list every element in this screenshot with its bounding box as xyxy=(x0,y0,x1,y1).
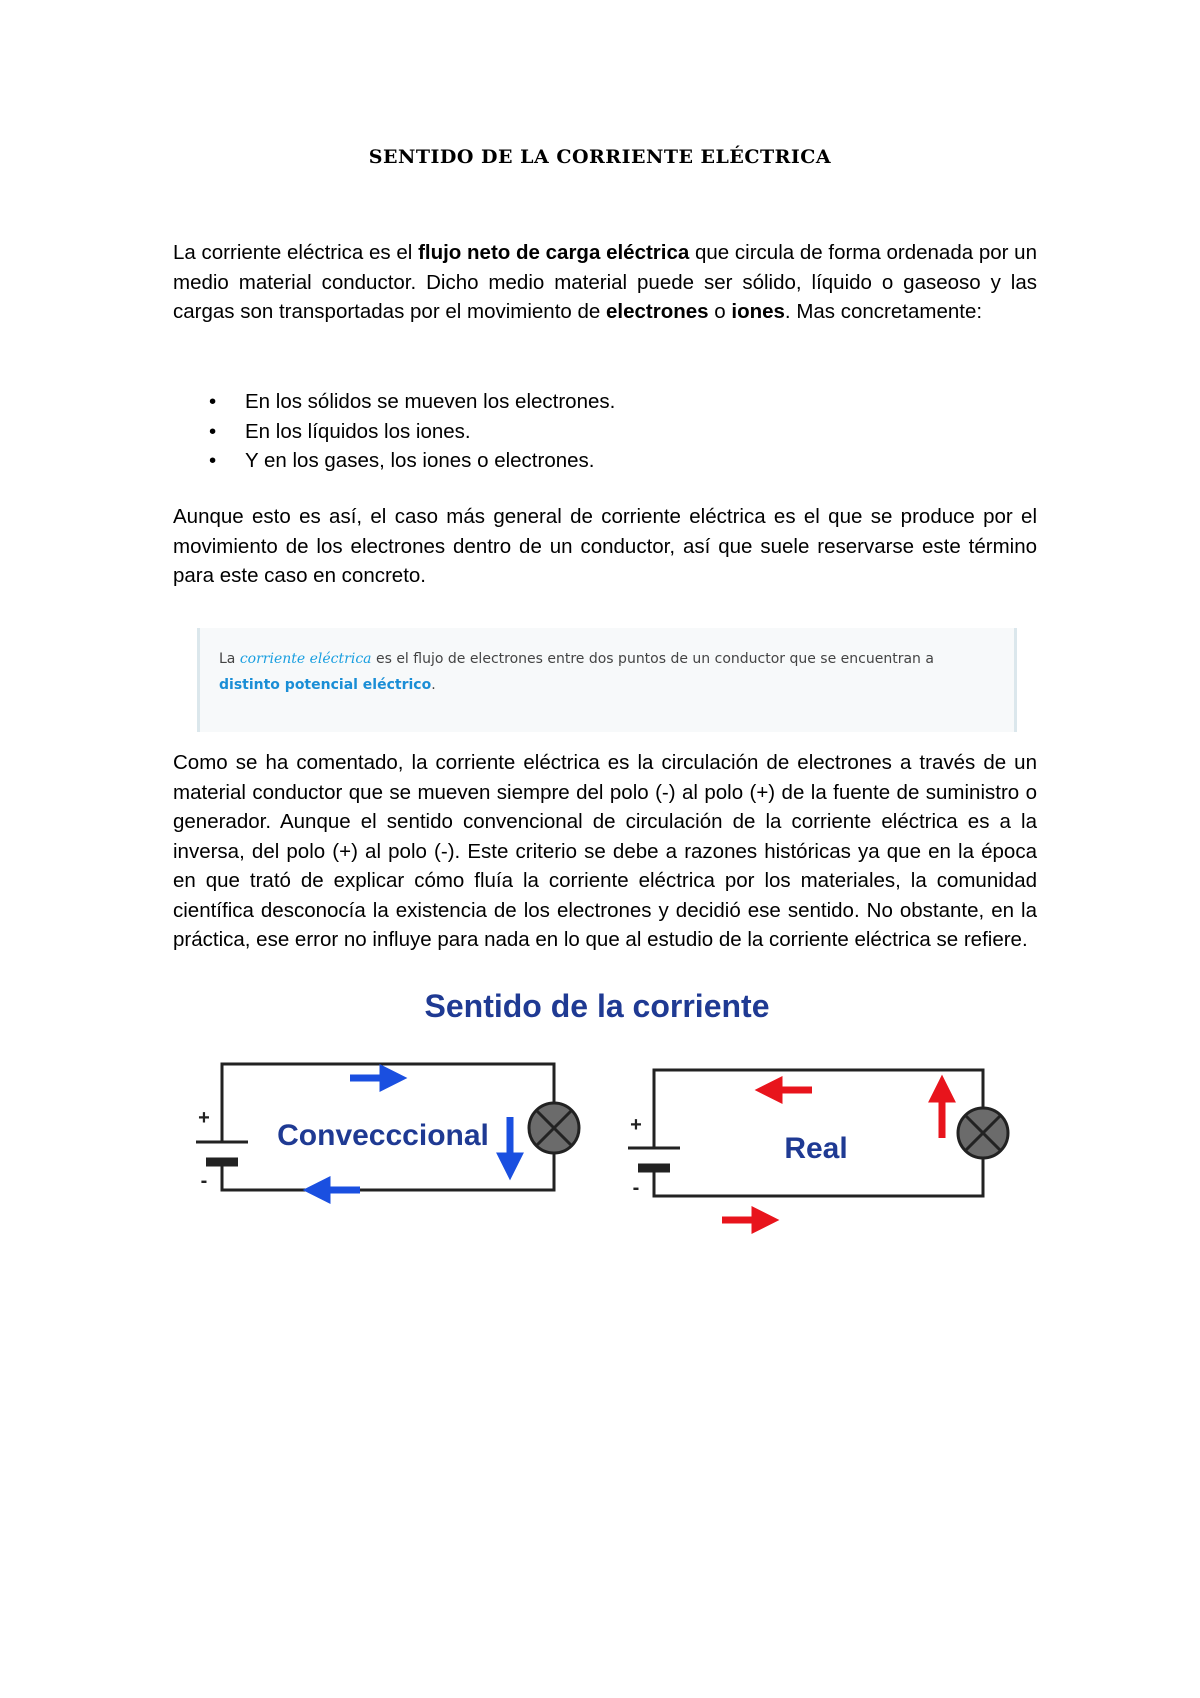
intro-bold-flujo: flujo neto de carga eléctrica xyxy=(418,241,690,264)
plus-sign: + xyxy=(198,1107,210,1129)
list-item xyxy=(173,417,1037,447)
intro-text-2: que circula de forma ordenada por un medio material conductor. Dicho medio material puede ser sólido, líquido o gaseoso y las cargas son transportadas por el movimiento de xyxy=(173,241,1037,323)
lamp-icon xyxy=(529,1103,579,1153)
quote-mid: es el flujo de electrones entre dos puntos de un conductor que se encuentran a xyxy=(371,651,934,667)
paragraph-general-case: Aunque esto es así, el caso más general de corriente eléctrica es el que se produce por el movimiento de los electrones dentro de un conductor, así que suele reservarse este término para este caso en concreto. xyxy=(173,505,1037,587)
conventional-label: Convecccional xyxy=(277,1119,489,1152)
list-item xyxy=(173,387,1037,417)
bullet-icon: • xyxy=(209,390,217,413)
bullet-icon: • xyxy=(209,449,217,472)
bullet-list xyxy=(173,387,1037,476)
list-item-text: En los líquidos los iones. xyxy=(245,419,471,443)
quote-text xyxy=(219,646,999,698)
plus-sign: + xyxy=(630,1114,642,1136)
list-item xyxy=(173,446,1037,476)
quote-pre: La xyxy=(219,651,240,667)
intro-bold-electrones: electrones xyxy=(606,300,709,323)
quote-post: . xyxy=(431,677,436,693)
lamp-icon xyxy=(958,1108,1008,1158)
quote-link-potencial[interactable]: distinto potencial eléctrico xyxy=(219,677,432,693)
bullet-icon: • xyxy=(209,419,217,443)
minus-sign: - xyxy=(632,1177,640,1199)
paragraph-direction: Como se ha comentado, la corriente eléctrica es la circulación de electrones a través de un material conductor que se mueven siempre del polo (-) al polo (+) de la fuente de suministro o generador. Aunque el sentido convencional de circulación de la corriente eléctrica es a la inversa, del polo (+) al polo (-). Este criterio se debe a razones históricas ya que en la época en que trató de explicar cómo fluía la corriente eléctrica por los materiales, la comunidad científica desconocía la existencia de los electrones y decidió ese sentido. No obstante, en la práctica, ese error no influye para nada en lo que al estudio de la corriente eléctrica se refiere. xyxy=(173,751,1037,951)
current-direction-diagram xyxy=(0,990,1200,1250)
intro-bold-iones: iones xyxy=(731,300,785,323)
intro-text-1: La corriente eléctrica es el xyxy=(173,241,419,264)
definition-quote-box xyxy=(197,628,1017,732)
list-item-text: En los sólidos se mueven los electrones. xyxy=(245,390,616,413)
page-title: SENTIDO DE LA CORRIENTE ELÉCTRICA xyxy=(368,146,832,168)
quote-highlight-term: corriente eléctrica xyxy=(239,651,372,667)
intro-text-4: . Mas concretamente: xyxy=(784,300,983,323)
list-item-text: Y en los gases, los iones o electrones. xyxy=(245,449,595,472)
conventional-circuit xyxy=(196,1064,579,1192)
intro-paragraph xyxy=(173,238,1037,327)
minus-sign: - xyxy=(200,1170,208,1192)
real-circuit xyxy=(628,1070,1008,1220)
diagram-title: Sentido de la corriente xyxy=(424,990,770,1024)
real-label: Real xyxy=(784,1132,848,1165)
intro-text-3: o xyxy=(708,300,732,323)
